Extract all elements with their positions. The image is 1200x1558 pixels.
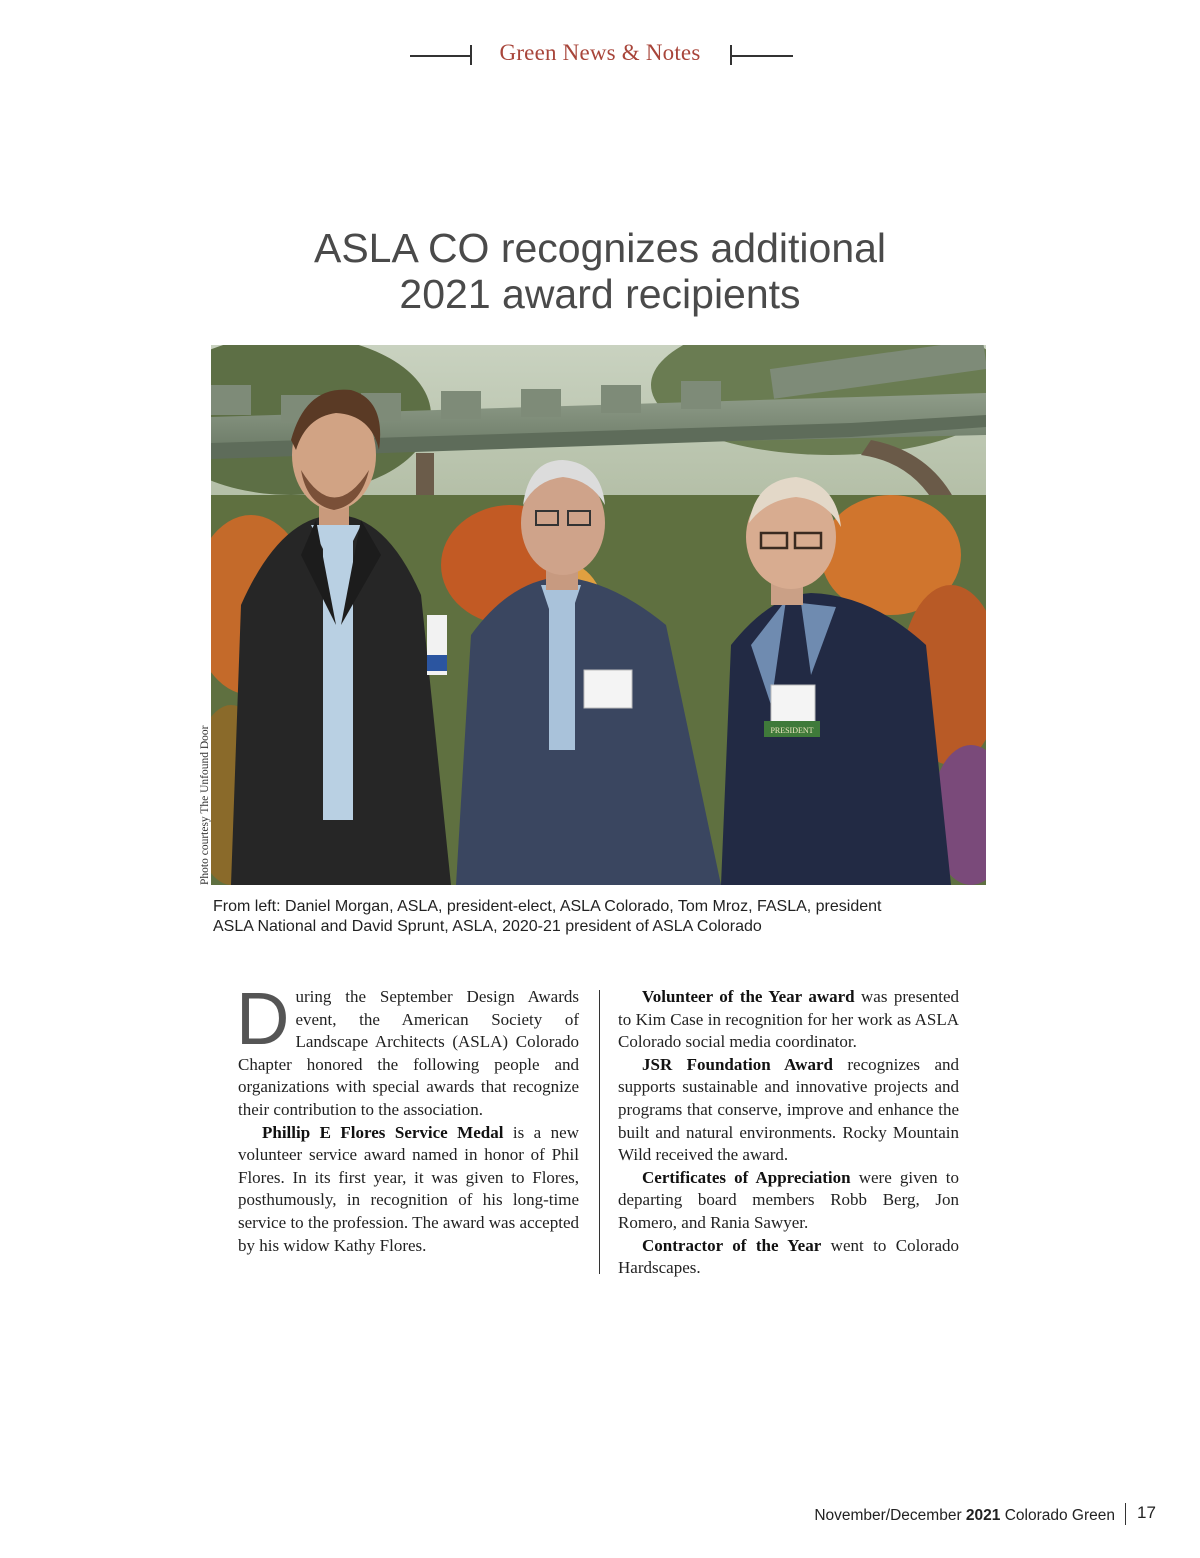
column-divider xyxy=(599,990,600,1274)
award-recipients-photo xyxy=(211,345,986,885)
page-footer xyxy=(0,1503,1200,1527)
volunteer-title: Volunteer of the Year award xyxy=(642,987,855,1006)
volunteer-paragraph xyxy=(618,986,959,1054)
contractor-text: went to Colorado Hardscapes. xyxy=(618,1235,959,1278)
header-rule-left xyxy=(410,55,472,57)
headline-line-1: ASLA CO recognizes additional xyxy=(313,225,887,271)
contractor-title: Contractor of the Year xyxy=(642,1235,822,1255)
jsr-paragraph xyxy=(618,1054,959,1167)
flores-medal-text: is a new volunteer service award named in honor of Phil Flores. In its first year, it was given to Flores, posthumously, in recognition of his long-time service to the profession. The award was accepted by his widow Kathy Flores. xyxy=(238,1122,579,1255)
caption-line-1: From left: Daniel Morgan, ASLA, president-elect, ASLA Colorado, Tom Mroz, FASLA, president xyxy=(213,898,882,915)
intro-paragraph xyxy=(236,977,579,1122)
photo-caption xyxy=(213,897,1003,937)
caption-line-2: ASLA National and David Sprunt, ASLA, 2020-21 president of ASLA Colorado xyxy=(213,918,762,935)
section-header xyxy=(0,38,1200,72)
jsr-text: recognizes and supports sustainable and innovative projects and programs that conserve, improve and enhance the built and natural environments. Rocky Mountain Wild received the award. xyxy=(618,1054,959,1165)
president-badge-text: PRESIDENT xyxy=(770,726,814,735)
section-label: Green News & Notes xyxy=(499,40,701,65)
headline-line-2: 2021 award recipients xyxy=(399,271,801,317)
issue-label xyxy=(814,1507,1115,1525)
contractor-paragraph xyxy=(618,1235,959,1280)
drop-cap: D xyxy=(236,977,290,1060)
issue-prefix: November/December xyxy=(814,1507,966,1524)
flores-medal-title: Phillip E Flores Service Medal xyxy=(262,1122,504,1142)
certificates-text: were given to departing board members Robb Berg, Jon Romero, and Rania Sawyer. xyxy=(618,1167,959,1232)
photo-illustration xyxy=(211,345,986,885)
intro-text: uring the September Design Awards event, the American Society of Landscape Architects (ASLA) Colorado Chapter honored the following people and organizations with special awards that recognize their contribution to the association. xyxy=(238,987,579,1119)
footer-separator xyxy=(1125,1503,1126,1525)
certificates-title: Certificates of Appreciation xyxy=(642,1167,851,1187)
body-column-left xyxy=(236,977,579,1257)
header-rule-right xyxy=(731,55,793,57)
photo-credit: Photo courtesy The Unfound Door xyxy=(199,725,211,885)
issue-year: 2021 xyxy=(965,1507,1001,1524)
flores-medal-paragraph xyxy=(238,1122,579,1258)
page-number: 17 xyxy=(1137,1503,1156,1522)
jsr-title: JSR Foundation Award xyxy=(642,1054,833,1074)
article-headline xyxy=(0,225,1200,317)
issue-suffix: Colorado Green xyxy=(1000,1507,1115,1524)
volunteer-text: was presented to Kim Case in recognition for her work as ASLA Colorado social media coordinator. xyxy=(618,987,959,1052)
body-column-right xyxy=(618,986,959,1280)
certificates-paragraph xyxy=(618,1167,959,1235)
header-rule-left-tick xyxy=(470,45,472,65)
